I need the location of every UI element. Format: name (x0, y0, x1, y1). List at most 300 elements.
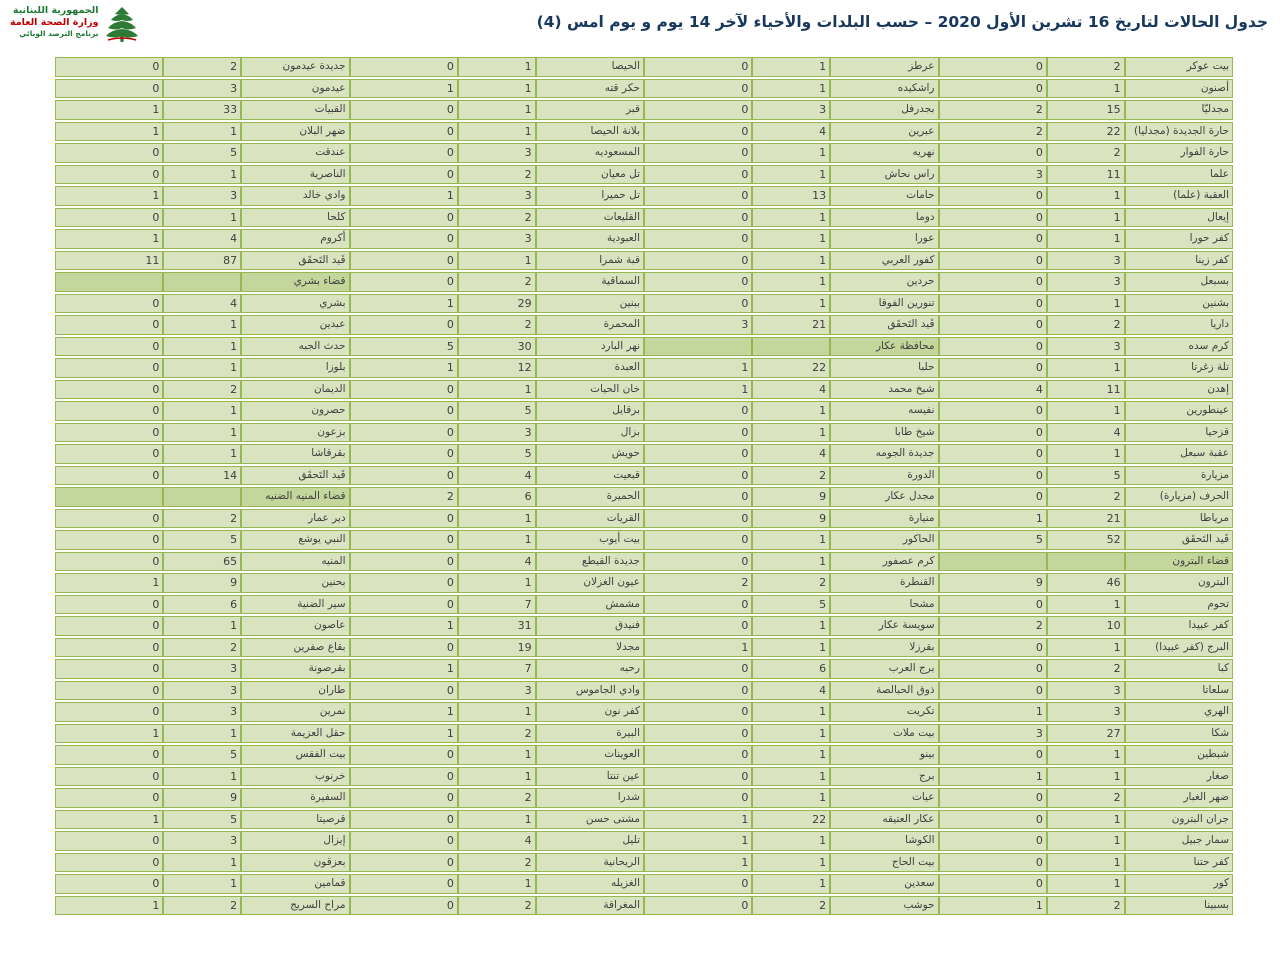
cell-last14-count: 2 (1047, 57, 1125, 77)
cell-last14-count: 4 (752, 444, 830, 464)
cell-yesterday-count: 0 (350, 681, 458, 701)
cell-yesterday-count: 0 (939, 57, 1047, 77)
cell-last14-count: 1 (458, 530, 536, 550)
cell-town-name: شدرا (536, 788, 644, 808)
logo-republic-line: الجمهورية اللبنانية (12, 5, 99, 16)
cell-town-name: خان الحيات (536, 380, 644, 400)
cell-last14-count: 4 (458, 831, 536, 851)
cell-town-name: ذوق الحبالصة (830, 681, 938, 701)
cell-last14-count: 1 (1047, 79, 1125, 99)
cell-town-name: كفر زينا (1125, 251, 1233, 271)
moph-logo-text (10, 5, 99, 38)
table-row (55, 165, 350, 185)
cell-yesterday-count: 1 (55, 229, 163, 249)
table-row (350, 831, 645, 851)
table-row (55, 767, 350, 787)
cell-last14-count: 1 (163, 767, 241, 787)
table-row (644, 853, 939, 873)
cell-last14-count: 1 (752, 165, 830, 185)
cell-yesterday-count: 0 (350, 509, 458, 529)
cell-yesterday-count: 0 (55, 788, 163, 808)
cell-last14-count: 15 (1047, 100, 1125, 120)
cell-yesterday-count (55, 487, 163, 507)
cell-town-name: مجدلا (536, 638, 644, 658)
table-row (55, 79, 350, 99)
cell-last14-count: 5 (163, 745, 241, 765)
cell-last14-count: 2 (163, 509, 241, 529)
table-row (55, 552, 350, 572)
cell-yesterday-count: 2 (939, 122, 1047, 142)
table-row (644, 702, 939, 722)
cell-town-name: شيخ محمد (830, 380, 938, 400)
table-row (350, 444, 645, 464)
cell-last14-count: 11 (1047, 380, 1125, 400)
table-row (939, 57, 1234, 77)
table-row (939, 294, 1234, 314)
table-row (350, 423, 645, 443)
cell-town-name: الحرف (مزيارة) (1125, 487, 1233, 507)
cell-town-name: إيعال (1125, 208, 1233, 228)
table-row (350, 251, 645, 271)
cell-yesterday-count: 0 (55, 552, 163, 572)
cell-yesterday-count: 0 (55, 831, 163, 851)
table-row (350, 638, 645, 658)
table-row (939, 573, 1234, 593)
cell-last14-count: 3 (1047, 251, 1125, 271)
cell-last14-count: 2 (752, 896, 830, 916)
cell-yesterday-count: 0 (644, 616, 752, 636)
table-row (55, 874, 350, 894)
cell-town-name: بشنين (1125, 294, 1233, 314)
cell-town-name: الحيصا (536, 57, 644, 77)
cell-yesterday-count: 0 (644, 466, 752, 486)
table-row (55, 358, 350, 378)
cell-yesterday-count: 1 (644, 358, 752, 378)
cell-town-name: بزال (536, 423, 644, 443)
cell-yesterday-count: 5 (350, 337, 458, 357)
cell-town-name: إيزال (241, 831, 349, 851)
cell-town-name: بلوزا (241, 358, 349, 378)
cell-town-name: كفر نون (536, 702, 644, 722)
cell-last14-count: 3 (163, 659, 241, 679)
table-row (55, 229, 350, 249)
cell-last14-count: 2 (458, 165, 536, 185)
cell-last14-count: 1 (752, 208, 830, 228)
cell-town-name: مشتى حسن (536, 810, 644, 830)
cell-town-name: شيخ طابا (830, 423, 938, 443)
cell-last14-count: 1 (163, 874, 241, 894)
cell-last14-count: 5 (1047, 466, 1125, 486)
table-row (939, 724, 1234, 744)
table-row (55, 294, 350, 314)
cell-town-name: عبدين (241, 315, 349, 335)
table-row (55, 702, 350, 722)
cell-last14-count: 3 (1047, 337, 1125, 357)
cell-last14-count: 6 (163, 595, 241, 615)
cell-yesterday-count: 0 (644, 767, 752, 787)
cell-yesterday-count: 0 (644, 444, 752, 464)
cell-yesterday-count: 0 (55, 165, 163, 185)
table-row (350, 337, 645, 357)
table-row (939, 165, 1234, 185)
cell-town-name: العوينات (536, 745, 644, 765)
cell-town-name: شكا (1125, 724, 1233, 744)
cell-last14-count: 22 (752, 358, 830, 378)
cell-yesterday-count (55, 272, 163, 292)
cell-yesterday-count: 0 (939, 638, 1047, 658)
cell-last14-count (163, 487, 241, 507)
cell-last14-count: 1 (163, 616, 241, 636)
cell-last14-count: 27 (1047, 724, 1125, 744)
cell-last14-count: 1 (1047, 401, 1125, 421)
cell-last14-count: 1 (458, 57, 536, 77)
cell-last14-count: 1 (752, 788, 830, 808)
cell-town-name: الحاكور (830, 530, 938, 550)
cell-last14-count: 1 (1047, 444, 1125, 464)
table-row (939, 874, 1234, 894)
cell-last14-count: 3 (458, 229, 536, 249)
cell-last14-count: 1 (752, 853, 830, 873)
table-column-group-2 (644, 55, 939, 917)
table-row (939, 616, 1234, 636)
cell-yesterday-count: 1 (939, 702, 1047, 722)
table-row (350, 530, 645, 550)
cell-town-name: علما (1125, 165, 1233, 185)
cell-town-name: الهري (1125, 702, 1233, 722)
table-row (644, 724, 939, 744)
cell-last14-count: 4 (458, 552, 536, 572)
cell-last14-count: 3 (163, 831, 241, 851)
table-row (644, 573, 939, 593)
cell-yesterday-count: 0 (350, 122, 458, 142)
cell-last14-count: 1 (752, 724, 830, 744)
cell-last14-count: 1 (458, 767, 536, 787)
table-row (939, 100, 1234, 120)
cell-last14-count: 1 (458, 702, 536, 722)
cell-last14-count: 2 (458, 853, 536, 873)
cell-yesterday-count: 0 (55, 337, 163, 357)
table-row (350, 122, 645, 142)
cell-last14-count: 2 (1047, 315, 1125, 335)
table-row (644, 401, 939, 421)
cell-town-name: شبطين (1125, 745, 1233, 765)
cell-town-name: العقبة (علما) (1125, 186, 1233, 206)
table-row (55, 724, 350, 744)
cell-last14-count: 7 (458, 659, 536, 679)
cell-yesterday-count: 1 (939, 509, 1047, 529)
table-row (55, 251, 350, 271)
cell-yesterday-count: 0 (644, 659, 752, 679)
cell-yesterday-count: 0 (939, 810, 1047, 830)
cell-town-name: نفيسه (830, 401, 938, 421)
cell-town-name: راس نحاش (830, 165, 938, 185)
cell-yesterday-count: 0 (939, 143, 1047, 163)
cell-last14-count: 1 (752, 616, 830, 636)
cell-yesterday-count: 1 (55, 100, 163, 120)
cell-last14-count: 2 (752, 573, 830, 593)
cell-town-name: كرم عصفور (830, 552, 938, 572)
cell-yesterday-count: 0 (939, 272, 1047, 292)
cell-town-name: صغار (1125, 767, 1233, 787)
table-row (939, 767, 1234, 787)
cell-yesterday-count: 0 (939, 853, 1047, 873)
cell-yesterday-count: 0 (644, 595, 752, 615)
cell-yesterday-count: 0 (939, 423, 1047, 443)
cell-last14-count: 1 (458, 122, 536, 142)
cell-last14-count: 87 (163, 251, 241, 271)
cell-last14-count: 1 (752, 229, 830, 249)
cell-last14-count: 1 (458, 79, 536, 99)
table-row (350, 272, 645, 292)
cell-yesterday-count: 0 (350, 315, 458, 335)
table-row (644, 100, 939, 120)
cell-last14-count: 1 (1047, 874, 1125, 894)
cell-town-name: قَيد التَحقَق (241, 466, 349, 486)
cell-yesterday-count: 1 (350, 358, 458, 378)
cell-town-name: البرج (كفر عبيدا) (1125, 638, 1233, 658)
table-row (939, 702, 1234, 722)
cell-last14-count: 1 (163, 401, 241, 421)
cell-town-name: القريات (536, 509, 644, 529)
table-row (939, 659, 1234, 679)
table-row (55, 745, 350, 765)
cell-town-name: عقبة سبعل (1125, 444, 1233, 464)
cell-town-name: بسبينا (1125, 896, 1233, 916)
cell-yesterday-count: 9 (939, 573, 1047, 593)
table-row (644, 294, 939, 314)
district-section-row (939, 552, 1234, 572)
cell-last14-count: 1 (163, 337, 241, 357)
cell-town-name: جران البترون (1125, 810, 1233, 830)
cell-town-name: راشكيده (830, 79, 938, 99)
cell-town-name: بقرزلا (830, 638, 938, 658)
cell-last14-count: 2 (163, 896, 241, 916)
cell-yesterday-count: 5 (939, 530, 1047, 550)
table-column-group-4 (55, 55, 350, 917)
cell-yesterday-count: 0 (644, 186, 752, 206)
table-row (55, 788, 350, 808)
cell-town-name: قَيد التَحقَق (1125, 530, 1233, 550)
table-row (55, 444, 350, 464)
cell-town-name: البترون (1125, 573, 1233, 593)
cell-yesterday-count: 1 (644, 853, 752, 873)
cases-by-town-table (55, 55, 1233, 917)
cell-last14-count: 1 (1047, 831, 1125, 851)
cell-town-name: المنيه (241, 552, 349, 572)
table-row (939, 272, 1234, 292)
cell-last14-count: 1 (752, 423, 830, 443)
table-row (644, 616, 939, 636)
table-row (644, 595, 939, 615)
cell-yesterday-count: 0 (55, 423, 163, 443)
table-row (55, 380, 350, 400)
table-row (350, 509, 645, 529)
cell-town-name: القليعات (536, 208, 644, 228)
table-row (644, 466, 939, 486)
table-row (939, 896, 1234, 916)
cell-last14-count: 5 (163, 810, 241, 830)
cell-town-name: عكار العتيقه (830, 810, 938, 830)
cell-town-name: مرياطا (1125, 509, 1233, 529)
cell-town-name: قمامين (241, 874, 349, 894)
cell-last14-count: 1 (163, 724, 241, 744)
cell-town-name: الغزيله (536, 874, 644, 894)
cell-last14-count: 4 (163, 294, 241, 314)
cell-yesterday-count: 1 (55, 122, 163, 142)
cell-yesterday-count: 1 (350, 294, 458, 314)
cell-yesterday-count (644, 337, 752, 357)
cell-town-name: أكروم (241, 229, 349, 249)
cell-last14-count: 1 (458, 380, 536, 400)
cell-yesterday-count: 0 (644, 272, 752, 292)
cell-yesterday-count: 0 (644, 294, 752, 314)
cell-yesterday-count: 0 (55, 530, 163, 550)
cell-yesterday-count: 0 (939, 294, 1047, 314)
cell-town-name: الكوشا (830, 831, 938, 851)
cell-last14-count: 3 (1047, 681, 1125, 701)
cell-last14-count: 3 (163, 186, 241, 206)
cell-last14-count: 9 (752, 509, 830, 529)
cell-town-name: تليل (536, 831, 644, 851)
table-row (350, 724, 645, 744)
cell-yesterday-count: 0 (350, 143, 458, 163)
cell-town-name: بقرقاشا (241, 444, 349, 464)
cell-last14-count: 3 (458, 143, 536, 163)
cell-last14-count: 1 (752, 143, 830, 163)
cell-yesterday-count: 0 (644, 423, 752, 443)
cell-last14-count: 2 (752, 466, 830, 486)
cell-town-name: أصنون (1125, 79, 1233, 99)
cell-town-name: ببنين (536, 294, 644, 314)
cell-last14-count: 2 (163, 638, 241, 658)
cedar-tree-icon (105, 6, 139, 44)
cell-town-name: الديمان (241, 380, 349, 400)
cell-yesterday-count: 0 (939, 487, 1047, 507)
cell-last14-count: 1 (752, 294, 830, 314)
cell-yesterday-count: 0 (939, 444, 1047, 464)
cell-yesterday-count: 0 (350, 810, 458, 830)
cell-town-name: عين تنتا (536, 767, 644, 787)
table-row (939, 79, 1234, 99)
cell-yesterday-count: 1 (55, 896, 163, 916)
cell-last14-count: 3 (163, 702, 241, 722)
cell-yesterday-count: 0 (350, 896, 458, 916)
cell-last14-count: 2 (458, 315, 536, 335)
district-section-row (55, 272, 350, 292)
table-row (55, 423, 350, 443)
cell-town-name: كبا (1125, 659, 1233, 679)
cell-last14-count: 21 (1047, 509, 1125, 529)
cell-last14-count: 2 (1047, 659, 1125, 679)
table-row (55, 616, 350, 636)
cell-last14-count: 3 (163, 79, 241, 99)
cell-yesterday-count: 1 (55, 573, 163, 593)
table-row (350, 143, 645, 163)
cell-yesterday-count: 0 (939, 186, 1047, 206)
cell-town-name: حكر قته (536, 79, 644, 99)
cell-last14-count: 1 (163, 423, 241, 443)
cell-yesterday-count: 0 (350, 380, 458, 400)
cell-town-name: المحمرة (536, 315, 644, 335)
cell-town-name: قبعيت (536, 466, 644, 486)
cell-town-name: حردين (830, 272, 938, 292)
cell-yesterday-count: 0 (55, 874, 163, 894)
cell-last14-count: 4 (752, 380, 830, 400)
cell-town-name: طاران (241, 681, 349, 701)
cell-yesterday-count: 0 (350, 251, 458, 271)
table-row (350, 229, 645, 249)
cell-town-name: رحبه (536, 659, 644, 679)
cell-yesterday-count: 0 (350, 466, 458, 486)
cell-town-name: كرم سده (1125, 337, 1233, 357)
cell-town-name: برج العرب (830, 659, 938, 679)
cell-last14-count: 1 (163, 315, 241, 335)
table-row (644, 831, 939, 851)
cell-town-name: دير عمار (241, 509, 349, 529)
cell-yesterday-count: 0 (350, 57, 458, 77)
cell-last14-count: 1 (163, 853, 241, 873)
cell-yesterday-count: 0 (55, 143, 163, 163)
cell-last14-count: 6 (458, 487, 536, 507)
cell-town-name: بحنين (241, 573, 349, 593)
cell-town-name: بيت الحاج (830, 853, 938, 873)
cell-town-name: عيدمون (241, 79, 349, 99)
table-row (55, 530, 350, 550)
cell-yesterday-count: 1 (55, 810, 163, 830)
cell-town-name: سويسة عكار (830, 616, 938, 636)
cell-town-name: عبرين (830, 122, 938, 142)
table-row (644, 659, 939, 679)
table-row (350, 552, 645, 572)
table-row (55, 595, 350, 615)
cell-yesterday-count: 1 (939, 896, 1047, 916)
table-row (939, 595, 1234, 615)
table-row (939, 745, 1234, 765)
cell-yesterday-count: 0 (644, 57, 752, 77)
cell-town-name: قضاء بشري (241, 272, 349, 292)
cell-last14-count: 1 (163, 358, 241, 378)
cell-yesterday-count: 1 (350, 702, 458, 722)
cell-last14-count: 9 (752, 487, 830, 507)
cell-last14-count: 1 (752, 57, 830, 77)
cell-town-name: جديدة الجومه (830, 444, 938, 464)
cell-last14-count: 1 (458, 573, 536, 593)
table-row (350, 294, 645, 314)
cell-last14-count: 1 (1047, 358, 1125, 378)
cell-yesterday-count: 0 (644, 702, 752, 722)
table-row (644, 767, 939, 787)
cell-town-name: كفر عبيدا (1125, 616, 1233, 636)
cell-town-name: عندقت (241, 143, 349, 163)
cell-last14-count: 1 (752, 874, 830, 894)
cell-town-name: الحميرة (536, 487, 644, 507)
cell-yesterday-count: 4 (939, 380, 1047, 400)
cell-town-name: بقرصونة (241, 659, 349, 679)
cell-yesterday-count: 0 (644, 509, 752, 529)
table-row (350, 380, 645, 400)
cell-town-name: حقل العزيمة (241, 724, 349, 744)
table-row (939, 509, 1234, 529)
cell-last14-count: 1 (1047, 638, 1125, 658)
cell-town-name: سعدين (830, 874, 938, 894)
table-row (350, 100, 645, 120)
table-row (644, 638, 939, 658)
cell-yesterday-count: 0 (350, 423, 458, 443)
cell-yesterday-count: 0 (644, 208, 752, 228)
cell-town-name: النبي يوشع (241, 530, 349, 550)
cell-town-name: عيون الغزلان (536, 573, 644, 593)
table-row (350, 165, 645, 185)
